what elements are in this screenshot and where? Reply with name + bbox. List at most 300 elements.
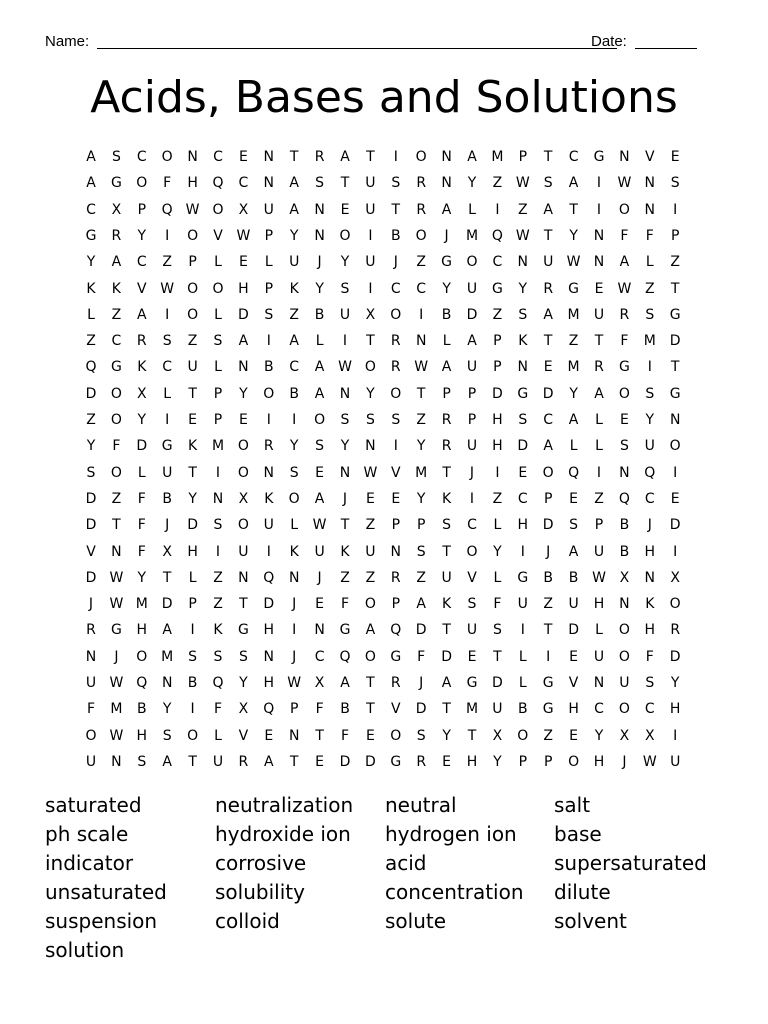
grid-letter[interactable]: C — [568, 149, 579, 165]
grid-letter[interactable]: R — [390, 569, 401, 586]
grid-letter[interactable]: Y — [239, 385, 248, 402]
grid-letter[interactable]: Q — [263, 701, 275, 718]
grid-letter[interactable]: W — [185, 201, 200, 218]
grid-letter[interactable]: D — [85, 490, 97, 507]
grid-letter[interactable]: D — [568, 622, 579, 639]
grid-letter[interactable]: T — [391, 201, 401, 218]
grid-letter[interactable]: E — [238, 254, 248, 271]
grid-letter[interactable]: S — [518, 306, 528, 323]
grid-letter[interactable]: A — [568, 543, 579, 560]
grid-letter[interactable]: S — [442, 517, 452, 534]
grid-letter[interactable]: E — [391, 490, 401, 507]
grid-letter[interactable]: N — [517, 254, 529, 271]
grid-letter[interactable]: D — [542, 517, 554, 534]
grid-letter[interactable]: P — [493, 333, 502, 350]
grid-letter[interactable]: M — [643, 333, 656, 350]
grid-letter[interactable]: O — [136, 175, 148, 192]
grid-letter[interactable]: E — [543, 359, 553, 376]
grid-letter[interactable]: P — [416, 517, 426, 534]
grid-letter[interactable]: S — [162, 333, 172, 350]
grid-letter[interactable]: Y — [137, 412, 147, 428]
grid-letter[interactable]: D — [415, 622, 427, 639]
grid-letter[interactable]: J — [114, 648, 119, 665]
grid-letter[interactable]: O — [110, 464, 122, 481]
grid-letter[interactable]: R — [441, 438, 452, 455]
grid-letter[interactable]: N — [85, 648, 97, 665]
grid-letter[interactable]: L — [163, 385, 172, 402]
grid-letter[interactable]: S — [315, 175, 325, 192]
grid-letter[interactable]: N — [314, 622, 325, 639]
grid-letter[interactable]: U — [339, 306, 351, 323]
grid-letter[interactable]: X — [238, 490, 249, 507]
grid-letter[interactable]: I — [647, 359, 652, 376]
grid-letter[interactable]: U — [365, 543, 376, 560]
grid-letter[interactable]: T — [366, 149, 375, 165]
grid-letter[interactable]: R — [390, 333, 401, 350]
grid-letter[interactable]: F — [86, 701, 96, 718]
grid-letter[interactable]: S — [645, 675, 655, 691]
grid-letter[interactable]: L — [264, 254, 273, 271]
grid-letter[interactable]: S — [264, 306, 274, 323]
grid-letter[interactable]: E — [619, 412, 629, 428]
grid-letter[interactable]: A — [365, 622, 376, 639]
grid-letter[interactable]: J — [342, 490, 348, 507]
grid-letter[interactable]: E — [315, 596, 325, 613]
grid-letter[interactable]: F — [137, 490, 146, 507]
grid-letter[interactable]: A — [314, 385, 325, 402]
grid-letter[interactable]: I — [266, 543, 271, 560]
grid-letter[interactable]: Z — [86, 412, 96, 428]
grid-letter[interactable]: U — [441, 569, 452, 586]
grid-letter[interactable]: C — [162, 359, 173, 376]
grid-letter[interactable]: N — [593, 675, 605, 691]
grid-letter[interactable]: L — [315, 333, 324, 350]
grid-letter[interactable]: L — [595, 412, 603, 428]
grid-letter[interactable]: T — [543, 227, 553, 244]
grid-letter[interactable]: Z — [568, 333, 579, 350]
grid-letter[interactable]: R — [619, 306, 630, 323]
grid-letter[interactable]: O — [466, 543, 478, 560]
grid-letter[interactable]: O — [415, 227, 427, 244]
grid-letter[interactable]: O — [187, 306, 199, 323]
grid-letter[interactable]: H — [644, 622, 656, 639]
grid-letter[interactable]: P — [543, 753, 553, 770]
grid-letter[interactable]: J — [165, 517, 170, 534]
grid-letter[interactable]: U — [365, 254, 376, 271]
grid-letter[interactable]: X — [492, 727, 503, 744]
grid-letter[interactable]: U — [466, 359, 478, 376]
grid-letter[interactable]: P — [391, 596, 401, 613]
grid-letter[interactable]: Z — [365, 569, 376, 586]
grid-letter[interactable]: Y — [518, 280, 528, 297]
grid-letter[interactable]: U — [85, 753, 97, 770]
grid-letter[interactable]: U — [466, 280, 478, 297]
grid-letter[interactable]: Q — [212, 675, 224, 691]
grid-letter[interactable]: I — [673, 464, 678, 481]
grid-letter[interactable]: N — [263, 464, 275, 481]
grid-letter[interactable]: U — [289, 254, 300, 271]
grid-letter[interactable]: Q — [85, 359, 97, 376]
grid-letter[interactable]: A — [289, 333, 299, 350]
grid-letter[interactable]: X — [619, 727, 630, 744]
grid-letter[interactable]: H — [517, 517, 529, 534]
grid-letter[interactable]: H — [238, 280, 249, 297]
grid-letter[interactable]: T — [543, 622, 553, 639]
grid-letter[interactable]: H — [187, 175, 198, 192]
grid-letter[interactable]: D — [365, 753, 376, 770]
grid-letter[interactable]: U — [644, 438, 655, 455]
grid-letter[interactable]: C — [543, 412, 554, 428]
grid-letter[interactable]: S — [289, 464, 299, 481]
grid-letter[interactable]: E — [569, 490, 579, 507]
grid-letter[interactable]: E — [365, 727, 375, 744]
grid-letter[interactable]: F — [213, 701, 223, 718]
grid-letter[interactable]: S — [213, 517, 223, 534]
grid-letter[interactable]: J — [393, 254, 398, 271]
grid-letter[interactable]: V — [568, 675, 579, 691]
grid-letter[interactable]: U — [670, 753, 681, 770]
grid-letter[interactable]: L — [137, 464, 146, 481]
grid-letter[interactable]: E — [238, 149, 248, 165]
grid-letter[interactable]: G — [669, 306, 681, 323]
grid-letter[interactable]: T — [442, 464, 451, 481]
grid-letter[interactable]: B — [441, 306, 452, 323]
grid-letter[interactable]: L — [595, 622, 603, 639]
grid-letter[interactable]: N — [339, 385, 351, 402]
grid-letter[interactable]: K — [442, 596, 452, 613]
grid-letter[interactable]: W — [617, 175, 632, 192]
grid-letter[interactable]: O — [568, 753, 580, 770]
grid-letter[interactable]: C — [594, 701, 604, 718]
grid-letter[interactable]: R — [86, 622, 96, 639]
grid-letter[interactable]: S — [391, 412, 401, 428]
grid-letter[interactable]: W — [109, 569, 124, 586]
grid-letter[interactable]: B — [517, 701, 528, 718]
grid-letter[interactable]: Y — [493, 753, 502, 770]
grid-letter[interactable]: V — [86, 543, 96, 560]
grid-letter[interactable]: E — [467, 648, 477, 665]
grid-letter[interactable]: O — [187, 280, 199, 297]
grid-letter[interactable]: O — [237, 517, 249, 534]
grid-letter[interactable]: Y — [137, 569, 147, 586]
grid-letter[interactable]: N — [238, 359, 249, 376]
grid-letter[interactable]: C — [416, 280, 427, 297]
grid-letter[interactable]: U — [619, 675, 630, 691]
grid-letter[interactable]: D — [187, 517, 198, 534]
grid-letter[interactable]: O — [618, 201, 630, 218]
grid-letter[interactable]: N — [288, 569, 300, 586]
grid-letter[interactable]: X — [238, 701, 249, 718]
grid-letter[interactable]: D — [161, 596, 173, 613]
grid-letter[interactable]: I — [596, 201, 602, 218]
grid-letter[interactable]: D — [492, 675, 503, 691]
grid-letter[interactable]: G — [110, 175, 122, 192]
grid-letter[interactable]: W — [363, 464, 378, 481]
grid-letter[interactable]: T — [340, 517, 350, 534]
grid-letter[interactable]: U — [593, 543, 605, 560]
grid-letter[interactable]: N — [593, 254, 605, 271]
grid-letter[interactable]: J — [622, 753, 627, 770]
grid-letter[interactable]: C — [467, 517, 477, 534]
grid-letter[interactable]: R — [111, 227, 122, 244]
grid-letter[interactable]: H — [263, 622, 275, 639]
grid-letter[interactable]: X — [314, 675, 325, 691]
grid-letter[interactable]: G — [568, 280, 580, 297]
grid-letter[interactable]: A — [289, 175, 299, 192]
grid-letter[interactable]: T — [467, 727, 477, 744]
grid-letter[interactable]: Y — [670, 675, 680, 691]
grid-letter[interactable]: Y — [569, 227, 578, 244]
grid-letter[interactable]: N — [593, 227, 605, 244]
grid-letter[interactable]: O — [339, 227, 351, 244]
grid-letter[interactable]: N — [111, 753, 122, 770]
grid-letter[interactable]: A — [467, 333, 477, 350]
grid-letter[interactable]: N — [441, 149, 452, 165]
grid-letter[interactable]: Z — [416, 412, 426, 428]
grid-letter[interactable]: G — [593, 149, 605, 165]
grid-letter[interactable]: Y — [467, 175, 477, 192]
grid-letter[interactable]: I — [673, 543, 678, 560]
grid-letter[interactable]: X — [670, 569, 680, 586]
grid-letter[interactable]: K — [188, 438, 198, 455]
grid-letter[interactable]: Z — [213, 596, 223, 613]
grid-letter[interactable]: M — [465, 701, 479, 718]
grid-letter[interactable]: G — [161, 438, 173, 455]
grid-letter[interactable]: L — [214, 306, 222, 323]
grid-letter[interactable]: G — [669, 385, 681, 402]
grid-letter[interactable]: Y — [162, 701, 172, 718]
grid-letter[interactable]: N — [619, 149, 630, 165]
grid-letter[interactable]: U — [85, 675, 97, 691]
grid-letter[interactable]: V — [467, 569, 477, 586]
grid-letter[interactable]: Y — [239, 675, 248, 691]
grid-letter[interactable]: D — [85, 569, 97, 586]
grid-letter[interactable]: N — [644, 201, 656, 218]
grid-letter[interactable]: W — [312, 517, 327, 534]
grid-letter[interactable]: G — [110, 622, 122, 639]
grid-letter[interactable]: H — [593, 596, 605, 613]
grid-letter[interactable]: P — [467, 385, 477, 402]
grid-letter[interactable]: N — [517, 359, 529, 376]
grid-letter[interactable]: M — [161, 648, 174, 665]
grid-letter[interactable]: U — [365, 201, 376, 218]
grid-letter[interactable]: I — [520, 622, 525, 639]
grid-letter[interactable]: L — [188, 569, 197, 586]
grid-letter[interactable]: O — [187, 727, 199, 744]
grid-letter[interactable]: F — [620, 333, 629, 350]
grid-letter[interactable]: O — [263, 385, 275, 402]
grid-letter[interactable]: Z — [365, 517, 376, 534]
grid-letter[interactable]: N — [238, 569, 249, 586]
grid-letter[interactable]: P — [264, 227, 274, 244]
grid-letter[interactable]: E — [238, 412, 248, 428]
grid-letter[interactable]: X — [137, 385, 147, 402]
grid-letter[interactable]: C — [136, 254, 147, 271]
grid-letter[interactable]: D — [669, 517, 681, 534]
grid-letter[interactable]: G — [466, 675, 478, 691]
grid-letter[interactable]: I — [546, 648, 551, 665]
grid-letter[interactable]: F — [645, 648, 654, 665]
grid-letter[interactable]: H — [136, 727, 148, 744]
grid-letter[interactable]: Y — [315, 280, 324, 297]
grid-letter[interactable]: W — [592, 569, 606, 586]
grid-letter[interactable]: F — [137, 543, 146, 560]
grid-letter[interactable]: M — [211, 438, 225, 455]
grid-letter[interactable]: I — [393, 149, 398, 165]
grid-letter[interactable]: O — [136, 648, 148, 665]
grid-letter[interactable]: O — [237, 438, 249, 455]
grid-letter[interactable]: Q — [212, 175, 224, 192]
grid-letter[interactable]: C — [86, 201, 96, 218]
grid-letter[interactable]: O — [85, 727, 97, 744]
grid-letter[interactable]: D — [263, 596, 275, 613]
grid-letter[interactable]: M — [465, 227, 479, 244]
grid-letter[interactable]: M — [567, 359, 580, 376]
grid-letter[interactable]: Z — [543, 727, 553, 744]
grid-letter[interactable]: D — [85, 385, 97, 402]
grid-letter[interactable]: J — [419, 675, 424, 691]
grid-letter[interactable]: R — [416, 753, 427, 770]
grid-letter[interactable]: N — [263, 648, 275, 665]
grid-letter[interactable]: U — [466, 438, 478, 455]
grid-letter[interactable]: I — [215, 543, 221, 560]
grid-letter[interactable]: H — [136, 622, 148, 639]
grid-letter[interactable]: T — [112, 517, 121, 534]
grid-letter[interactable]: S — [188, 648, 198, 665]
grid-letter[interactable]: T — [493, 648, 502, 665]
grid-letter[interactable]: I — [520, 543, 525, 560]
grid-letter[interactable]: N — [263, 149, 275, 165]
grid-letter[interactable]: A — [111, 254, 122, 271]
grid-letter[interactable]: A — [568, 412, 579, 428]
grid-letter[interactable]: A — [238, 333, 249, 350]
grid-letter[interactable]: M — [110, 701, 123, 718]
grid-letter[interactable]: O — [390, 727, 402, 744]
grid-letter[interactable]: M — [491, 149, 504, 165]
grid-letter[interactable]: E — [670, 149, 680, 165]
grid-letter[interactable]: C — [111, 333, 122, 350]
grid-letter[interactable]: S — [467, 596, 477, 613]
grid-letter[interactable]: G — [517, 385, 529, 402]
grid-letter[interactable]: E — [365, 490, 375, 507]
grid-letter[interactable]: G — [85, 227, 97, 244]
grid-letter[interactable]: I — [292, 622, 297, 639]
grid-letter[interactable]: S — [645, 306, 655, 323]
grid-letter[interactable]: J — [88, 596, 94, 613]
grid-letter[interactable]: X — [162, 543, 172, 560]
grid-letter[interactable]: A — [441, 675, 452, 691]
grid-letter[interactable]: O — [212, 201, 224, 218]
grid-letter[interactable]: O — [288, 490, 300, 507]
grid-letter[interactable]: E — [264, 727, 274, 744]
grid-letter[interactable]: Z — [645, 280, 655, 297]
grid-letter[interactable]: B — [162, 490, 172, 507]
grid-letter[interactable]: W — [338, 359, 352, 376]
grid-letter[interactable]: S — [340, 280, 350, 297]
grid-letter[interactable]: H — [644, 543, 656, 560]
grid-letter[interactable]: P — [137, 201, 147, 218]
grid-letter[interactable]: U — [593, 306, 605, 323]
grid-letter[interactable]: F — [112, 438, 121, 455]
grid-letter[interactable]: A — [314, 490, 325, 507]
grid-letter[interactable]: P — [543, 490, 553, 507]
grid-letter[interactable]: O — [212, 280, 224, 297]
grid-letter[interactable]: C — [238, 175, 249, 192]
grid-letter[interactable]: T — [366, 675, 375, 691]
grid-letter[interactable]: U — [466, 622, 478, 639]
grid-letter[interactable]: N — [263, 175, 275, 192]
grid-letter[interactable]: A — [568, 175, 579, 192]
grid-letter[interactable]: K — [645, 596, 655, 613]
grid-letter[interactable]: Z — [187, 333, 198, 350]
grid-letter[interactable]: Z — [416, 254, 426, 271]
grid-letter[interactable]: Y — [569, 385, 578, 402]
grid-letter[interactable]: D — [85, 517, 97, 534]
grid-letter[interactable]: F — [340, 596, 350, 613]
grid-letter[interactable]: B — [289, 385, 299, 402]
grid-letter[interactable]: S — [416, 543, 426, 560]
grid-letter[interactable]: C — [390, 280, 401, 297]
grid-letter[interactable]: I — [673, 201, 678, 218]
grid-letter[interactable]: A — [86, 175, 96, 192]
grid-letter[interactable]: K — [340, 543, 350, 560]
grid-letter[interactable]: Y — [137, 227, 147, 244]
grid-letter[interactable]: S — [162, 727, 172, 744]
grid-letter[interactable]: N — [441, 175, 452, 192]
grid-letter[interactable]: P — [670, 227, 680, 244]
grid-letter[interactable]: F — [620, 227, 629, 244]
grid-letter[interactable]: B — [568, 569, 579, 586]
grid-letter[interactable]: N — [212, 490, 224, 507]
grid-letter[interactable]: N — [288, 727, 300, 744]
grid-letter[interactable]: T — [569, 201, 578, 218]
grid-letter[interactable]: U — [568, 596, 579, 613]
grid-letter[interactable]: N — [314, 201, 325, 218]
grid-letter[interactable]: T — [188, 385, 197, 402]
grid-letter[interactable]: W — [287, 675, 302, 691]
grid-letter[interactable]: O — [669, 438, 681, 455]
grid-letter[interactable]: U — [263, 201, 274, 218]
grid-letter[interactable]: F — [163, 175, 172, 192]
grid-letter[interactable]: U — [517, 596, 528, 613]
name-field-line[interactable] — [97, 48, 617, 49]
grid-letter[interactable]: S — [213, 333, 223, 350]
grid-letter[interactable]: Z — [111, 306, 122, 323]
grid-letter[interactable]: Q — [390, 622, 402, 639]
grid-letter[interactable]: R — [416, 201, 427, 218]
grid-letter[interactable]: V — [213, 227, 223, 244]
grid-letter[interactable]: W — [109, 675, 124, 691]
grid-letter[interactable]: B — [619, 517, 630, 534]
grid-letter[interactable]: O — [364, 648, 376, 665]
grid-letter[interactable]: Y — [188, 490, 197, 507]
grid-letter[interactable]: I — [673, 727, 678, 744]
grid-letter[interactable]: C — [314, 648, 325, 665]
grid-letter[interactable]: U — [492, 701, 503, 718]
grid-letter[interactable]: X — [365, 306, 376, 323]
grid-letter[interactable]: I — [469, 490, 475, 507]
grid-letter[interactable]: B — [136, 701, 147, 718]
grid-letter[interactable]: S — [86, 464, 96, 481]
grid-letter[interactable]: M — [135, 596, 148, 613]
grid-letter[interactable]: I — [190, 622, 195, 639]
grid-letter[interactable]: J — [647, 517, 652, 534]
grid-letter[interactable]: O — [390, 385, 402, 402]
grid-letter[interactable]: B — [314, 306, 325, 323]
grid-letter[interactable]: G — [339, 622, 351, 639]
grid-letter[interactable]: E — [188, 412, 198, 428]
grid-letter[interactable]: Z — [518, 201, 528, 218]
